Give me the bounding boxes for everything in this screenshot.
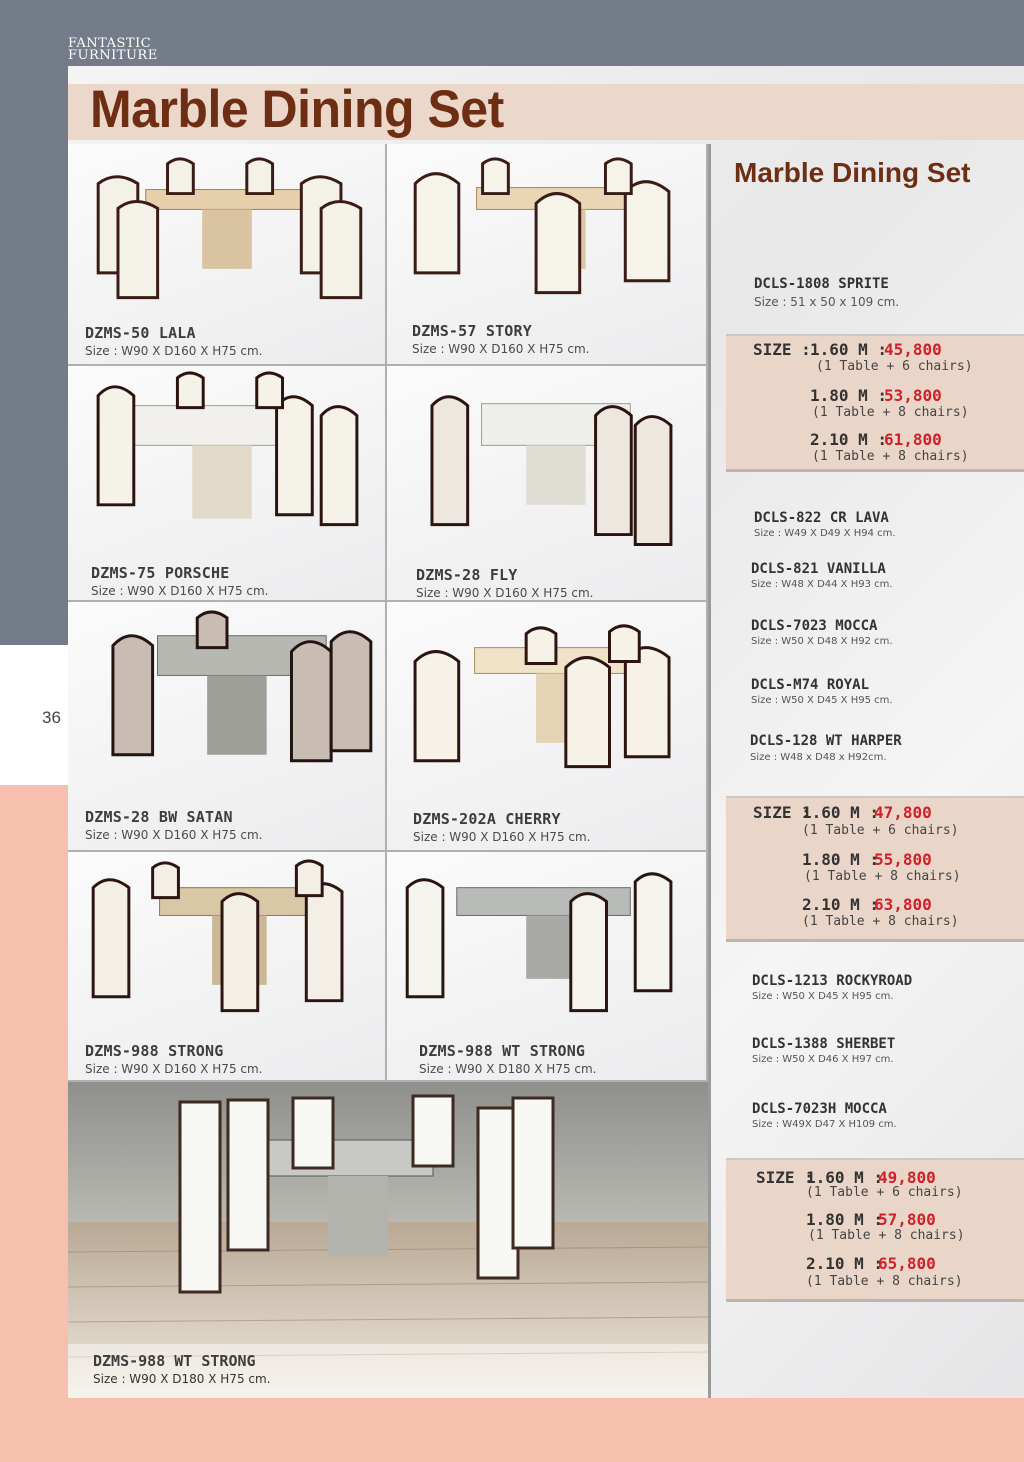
price-note: (1 Table + 8 chairs) [804,869,961,884]
price-length: 1.60 M : [802,803,880,822]
price-table [726,1158,1024,1302]
product-card[interactable] [387,366,708,602]
product-code: DZMS-202A CHERRY [413,810,561,828]
product-code: DZMS-50 LALA [85,324,196,342]
price-note: (1 Table + 8 chairs) [812,405,969,420]
product-size: Size : W90 X D180 X H75 cm. [93,1372,271,1386]
chair-name: DCLS-1808 SPRITE [754,276,889,292]
chair-name: DCLS-821 VANILLA [751,561,886,577]
product-code: DZMS-75 PORSCHE [91,564,230,582]
chair-size: Size : 51 x 50 x 109 cm. [754,295,900,309]
chair-name: DCLS-128 WT HARPER [750,733,902,749]
chair-size: Size : W50 X D45 X H95 cm. [752,991,894,1002]
product-size: Size : W90 X D160 X H75 cm. [85,1062,263,1076]
chair-name: DCLS-7023 MOCCA [751,618,878,634]
product-card[interactable] [387,852,708,1082]
brand-line-1: FANTASTIC [68,36,152,51]
product-card[interactable] [68,602,387,852]
right-column-title: Marble Dining Set [734,157,971,188]
price-length: 1.80 M : [802,850,880,869]
product-code: DZMS-988 STRONG [85,1042,224,1060]
price-size-label: SIZE : [753,803,811,822]
price-note: (1 Table + 6 chairs) [802,823,959,838]
price-note: (1 Table + 8 chairs) [806,1274,963,1289]
brand-logo [68,38,158,62]
featured-product-photo[interactable] [68,1082,708,1398]
product-card[interactable] [387,144,708,366]
chair-size: Size : W50 X D45 X H95 cm. [751,695,893,706]
chair-size: Size : W49 X D49 X H94 cm. [754,528,896,539]
chair-size: Size : W50 X D46 X H97 cm. [752,1054,894,1065]
price-value: 55,800 [874,850,932,869]
product-size: Size : W90 X D160 X H75 cm. [85,828,263,842]
price-value: 57,800 [878,1210,936,1229]
price-value: 65,800 [878,1254,936,1273]
product-code: DZMS-57 STORY [412,322,532,340]
product-size: Size : W90 X D160 X H75 cm. [85,344,263,358]
price-value: 47,800 [874,803,932,822]
price-size-label: SIZE : [756,1168,814,1187]
chair-name: DCLS-1213 ROCKYROAD [752,973,913,989]
price-table [726,796,1024,942]
product-card[interactable] [387,602,708,852]
dining-set-image [387,366,706,600]
price-value: 61,800 [884,430,942,449]
price-length: 1.60 M : [810,340,888,359]
price-note: (1 Table + 8 chairs) [802,914,959,929]
product-size: Size : W90 X D160 X H75 cm. [416,586,594,600]
product-code: DZMS-988 WT STRONG [419,1042,586,1060]
price-note: (1 Table + 8 chairs) [808,1228,965,1243]
product-size: Size : W90 X D160 X H75 cm. [412,342,590,356]
price-value: 53,800 [884,386,942,405]
product-card[interactable] [68,144,387,366]
price-note: (1 Table + 8 chairs) [812,449,969,464]
chair-name: DCLS-7023H MOCCA [752,1101,887,1117]
price-value: 49,800 [878,1168,936,1187]
chair-name: DCLS-M74 ROYAL [751,677,870,693]
product-code: DZMS-28 BW SATAN [85,808,233,826]
price-length: 2.10 M : [810,430,888,449]
chair-size: Size : W50 X D48 X H92 cm. [751,636,893,647]
price-length: 2.10 M : [802,895,880,914]
price-length: 1.80 M : [810,386,888,405]
chair-size: Size : W48 x D48 x H92cm. [750,752,887,763]
price-length: 1.80 M : [806,1210,884,1229]
price-size-label: SIZE : [753,340,811,359]
product-card[interactable] [68,366,387,602]
chair-size: Size : W49X D47 X H109 cm. [752,1119,897,1130]
chair-size: Size : W48 X D44 X H93 cm. [751,579,893,590]
price-value: 63,800 [874,895,932,914]
product-size: Size : W90 X D160 X H75 cm. [413,830,591,844]
product-code: DZMS-988 WT STRONG [93,1352,256,1370]
price-table [726,334,1024,472]
product-code: DZMS-28 FLY [416,566,518,584]
product-size: Size : W90 X D180 X H75 cm. [419,1062,597,1076]
price-length: 2.10 M : [806,1254,884,1273]
product-card[interactable] [68,852,387,1082]
price-length: 1.60 M : [806,1168,884,1187]
product-size: Size : W90 X D160 X H75 cm. [91,584,269,598]
chair-name: DCLS-1388 SHERBET [752,1036,896,1052]
page-title: Marble Dining Set [90,79,504,139]
price-value: 45,800 [884,340,942,359]
price-note: (1 Table + 6 chairs) [806,1185,963,1200]
chair-name: DCLS-822 CR LAVA [754,510,889,526]
price-note: (1 Table + 6 chairs) [816,359,973,374]
brand-line-2: FURNITURE [68,48,158,63]
page-number: 36 [42,708,61,727]
column-divider [708,144,711,1398]
